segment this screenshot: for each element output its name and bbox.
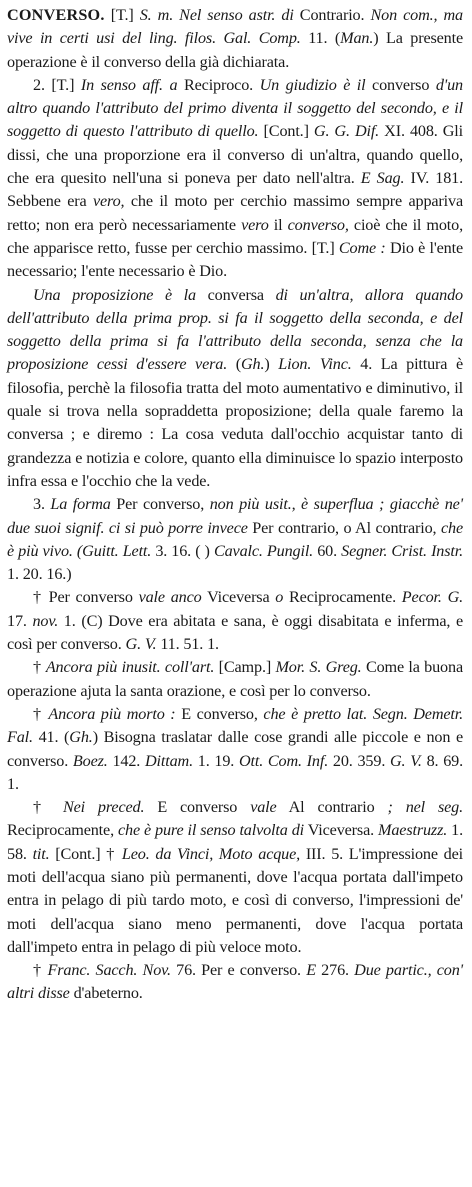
text-run: 60. <box>313 541 342 560</box>
italic-run: Come : <box>338 238 386 257</box>
italic-run: Franc. Sacch. Nov. <box>47 961 171 980</box>
text-run: 1. 20. 16.) <box>7 565 72 584</box>
italic-run: con' altri disse <box>7 961 463 1003</box>
entry-paragraph-sense-3 <box>7 493 463 586</box>
text-run: ) La presente operazione è il converso della già dichiarata. <box>7 29 464 71</box>
text-run: 142. <box>107 751 145 770</box>
text-run: cioè che il moto, che apparisce retto, fusse per cerchio massimo. [T.] <box>7 215 463 257</box>
text-run: Viceversa <box>201 588 276 607</box>
entry-paragraph-e-converso <box>7 703 463 796</box>
italic-run: G. V. <box>125 635 157 654</box>
text-run: III. 5. L'impressione dei moti dell'acqua siano più permanenti, dove l'acqua portata dall'impeto entra in pelago di più tardo moto, e così di converso, l'impressioni de' moti dell'acqua siano meno permanenti, dove l'acqua portata dall'impeto entra in pelago di più veloce moto. <box>7 844 463 956</box>
text-run: ) <box>264 355 279 374</box>
text-run: † <box>33 704 49 723</box>
italic-run: Ancora più morto : <box>48 704 176 723</box>
text-run: ) Bisogna traslatar dalle cose grandi alle piccole e non e converso. <box>7 728 463 770</box>
text-run: d'abeterno. <box>69 984 143 1003</box>
text-run: 11. ( <box>300 29 341 48</box>
italic-run: converso, <box>287 215 349 234</box>
text-run: che il moto per cerchio massimo sempre appariva retto; non era però necessariamente <box>7 192 463 234</box>
italic-run: che è pure il senso talvolta di <box>117 821 304 840</box>
text-run: 2. [T.] <box>33 75 81 94</box>
text-run: XI. 408. Gli dissi, che una proporzione era il converso di un'altra, quando quello, che era quesito nell'una si poneva per dato nell'altra. <box>7 122 463 188</box>
italic-run: Non com., ma vive in certi usi del ling. filos. Gal. Comp. <box>7 6 464 48</box>
italic-run: Due partic., <box>354 961 432 980</box>
text-run: Reciproco. <box>177 75 260 94</box>
entry-paragraph-sacchetti <box>7 959 463 1006</box>
entry-paragraph-conversa <box>7 284 463 494</box>
italic-run: Boez. <box>72 751 108 770</box>
italic-run: Dittam. <box>145 751 193 770</box>
italic-run: o <box>275 588 284 607</box>
italic-run: La forma <box>50 495 111 514</box>
italic-run: Lion. Vinc. <box>278 355 352 374</box>
italic-run: Gh. <box>69 728 93 747</box>
text-run: Come la buona operazione ajuta la santa orazione, e così per lo converso. <box>7 658 463 700</box>
text-run: 11. 51. 1. <box>156 635 219 654</box>
italic-run: Cavalc. Pungil. <box>213 541 314 560</box>
text-run: † <box>33 961 48 980</box>
italic-run: E Sag. <box>360 169 405 188</box>
text-run: Per contrario, o Al contrario, <box>247 518 441 537</box>
italic-run: non più usit., è superflua ; giacchè ne' due suoi signif. ci si può porre invece <box>7 495 463 537</box>
italic-run: Maestruzz. <box>378 821 448 840</box>
text-run: IV. 181. Sebbene era <box>7 169 463 211</box>
italic-run: Gh. <box>240 355 265 374</box>
text-run: ( <box>227 355 241 374</box>
text-run: Per converso, <box>110 495 210 514</box>
text-run: 1. 58. <box>7 821 463 863</box>
text-run: [Cont.] <box>258 122 314 141</box>
text-run: 76. Per e converso. <box>170 961 307 980</box>
italic-run: ; nel seg. <box>387 798 463 817</box>
italic-run: d'un altro quando l'attributo del primo diventa il soggetto del secondo, e il soggetto di questo l'attributo di quello. <box>7 75 463 141</box>
italic-run: vero <box>241 215 269 234</box>
text-run: Viceversa. <box>304 821 379 840</box>
text-run: il <box>268 215 288 234</box>
text-run: 17. <box>7 611 33 630</box>
text-run: [T.] <box>110 6 140 24</box>
text-run: [Cont.] † <box>49 844 122 863</box>
italic-run: tit. <box>32 844 50 863</box>
italic-run: Una proposizione è la <box>33 285 196 304</box>
text-run: 4. La pittura è filosofia, perchè la filosofia tratta del moto aumentativo e diminutivo, il quale si trova nella sopraddetta proposizione; della quale faremo la conversa ; e diremo : La cosa veduta dall'occhio acquistar tanto di grandezza e notizia e colore, quanto ella diminuisce lo spazio interposto infra essa e l'occhio che la vede. <box>7 355 463 490</box>
italic-run: G. V. <box>390 751 422 770</box>
text-run: 8. 69. 1. <box>7 751 463 793</box>
entry-paragraph-viceversa <box>7 586 463 656</box>
italic-run: vale anco <box>138 588 202 607</box>
italic-run: Ott. Com. Inf. <box>238 751 329 770</box>
italic-run: Leo. da Vinci, Moto acque, <box>121 844 301 863</box>
italic-run: vero, <box>92 192 125 211</box>
text-run: 276. <box>315 961 355 980</box>
text-run: [Camp.] <box>214 658 276 677</box>
italic-run: Ancora più inusit. coll'art. <box>45 658 215 677</box>
italic-run: di un'altra, allora quando dell'attributo della prima prop. si fa il soggetto della seconda, e del soggetto della prima si fa l'attributo della seconda, senza che la proposizione cessi d'essere vera. <box>7 285 464 374</box>
text-run: conversa <box>195 285 276 304</box>
italic-run: che è più vivo. (Guitt. Lett. <box>7 518 463 560</box>
entry-paragraph-inusitato <box>7 656 463 703</box>
italic-run: In senso aff. a <box>80 75 178 94</box>
italic-run: Pecor. G. <box>401 588 464 607</box>
text-run: † <box>33 658 46 677</box>
italic-run: Segner. Crist. Instr. <box>341 541 464 560</box>
italic-run: Mor. S. Greg. <box>275 658 362 677</box>
italic-run: Man. <box>340 29 374 48</box>
entry-headword: CONVERSO. <box>7 6 105 24</box>
text-run: Reciprocamente. <box>283 588 402 607</box>
text-run: Reciprocamente, <box>7 821 118 840</box>
text-run: Al contrario <box>276 798 388 817</box>
text-run: Dio è l'ente necessario; l'ente necessario è Dio. <box>7 238 463 281</box>
text-run: 1. (C) Dove era abitata e sana, è oggi disabitata e inferma, e così per converso. <box>7 611 463 654</box>
entry-paragraph-sense-2 <box>7 74 463 284</box>
text-run: † <box>33 798 63 817</box>
text-run: 3. 16. ( ) <box>151 541 214 560</box>
italic-run: nov. <box>32 611 59 630</box>
entry-paragraph-sense-1 <box>7 4 463 74</box>
text-run: 20. 359. <box>328 751 390 770</box>
text-run: † Per converso <box>33 588 139 607</box>
italic-run: S. m. Nel senso astr. di <box>139 6 294 24</box>
text-run: E converso, <box>175 704 264 723</box>
text-run: 3. <box>33 495 51 514</box>
text-run: Contrario. <box>293 6 371 24</box>
text-run: 1. 19. <box>192 751 239 770</box>
text-run: converso <box>365 75 436 94</box>
italic-run: Un giudizio è il <box>259 75 366 94</box>
entry-paragraph-preced <box>7 796 463 959</box>
italic-run: G. G. Dif. <box>313 122 380 141</box>
text-run: E converso <box>144 798 251 817</box>
italic-run: Nei preced. <box>62 798 145 817</box>
italic-run: vale <box>250 798 277 817</box>
italic-run: E <box>306 961 316 980</box>
italic-run: che è pretto lat. Segn. Demetr. Fal. <box>7 704 464 747</box>
text-run: 41. ( <box>32 728 70 747</box>
